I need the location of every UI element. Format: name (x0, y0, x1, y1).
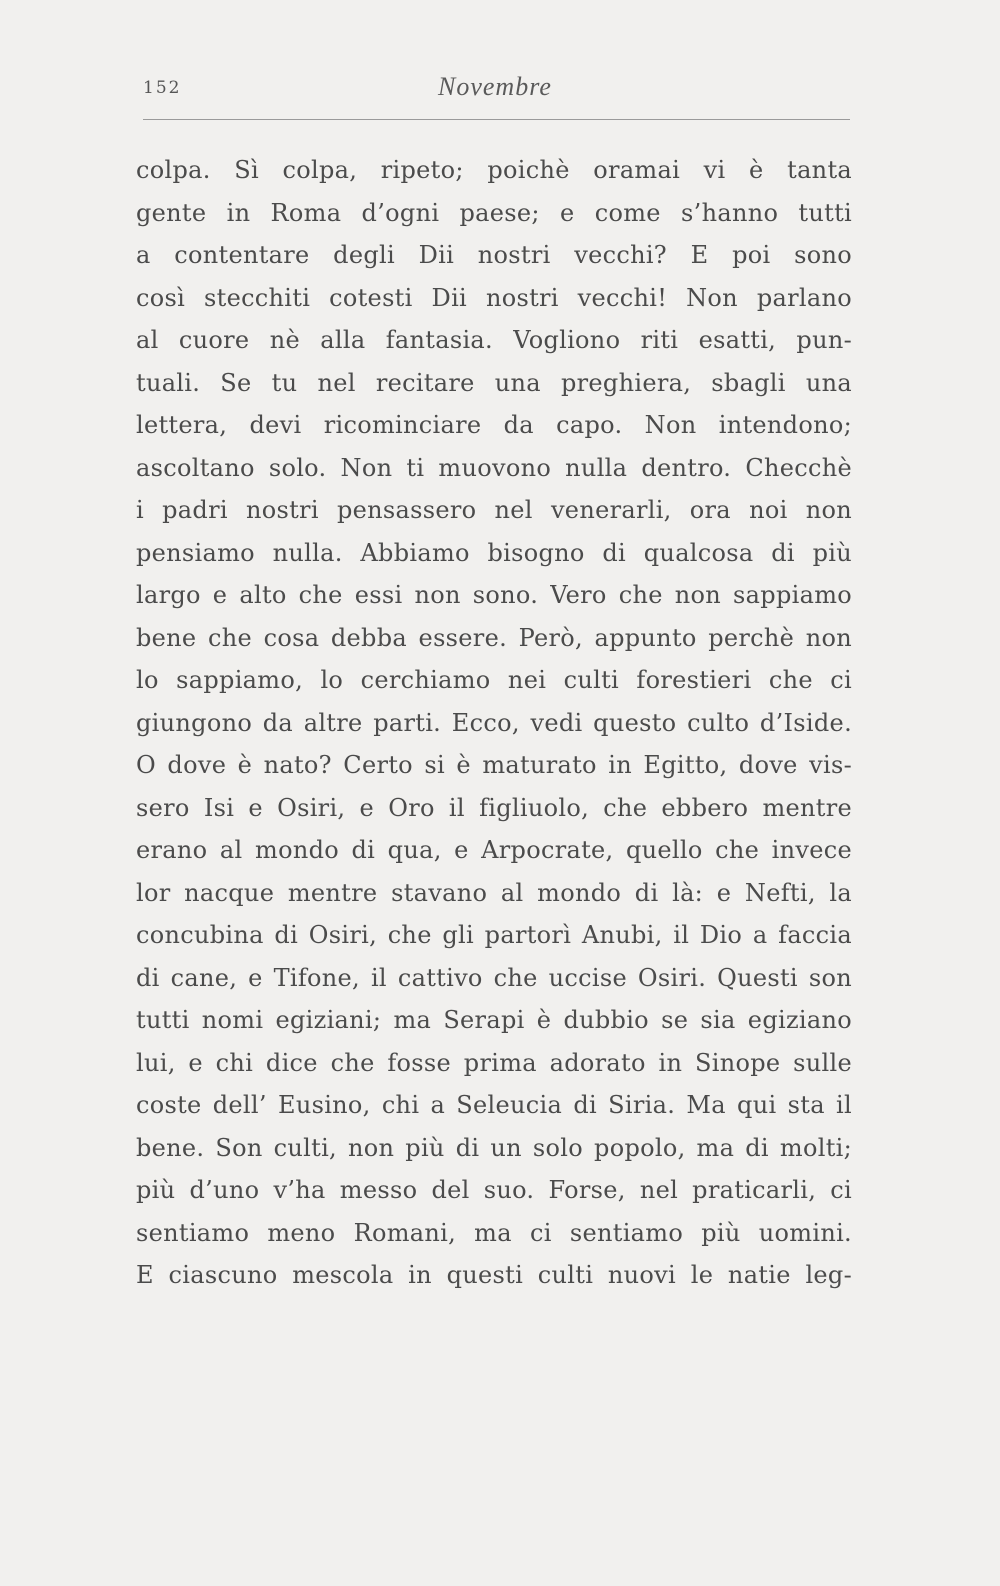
text-line: tutti nomi egiziani; ma Serapi è dubbio se sia egiziano (136, 1006, 852, 1034)
page-header (143, 72, 850, 112)
text-line: tuali. Se tu nel recitare una preghiera, sbagli una (136, 368, 852, 397)
text-line: lui, e chi dice che fosse prima adorato in Sinope sulle (136, 1048, 852, 1077)
text-line: lettera, devi ricominciare da capo. Non intendono; (136, 411, 852, 439)
text-line: al cuore nè alla fantasia. Vogliono riti esatti, pun- (136, 326, 852, 354)
text-line: lor nacque mentre stavano al mondo di là: e Nefti, la (136, 878, 852, 907)
text-line: O dove è nato? Certo si è maturato in Egitto, dove vis- (136, 751, 852, 779)
text-line: E ciascuno mescola in questi culti nuovi le natie leg- (136, 1261, 852, 1289)
text-line: più d’uno v’ha messo del suo. Forse, nel praticarli, ci (136, 1176, 852, 1204)
text-line: colpa. Sì colpa, ripeto; poichè oramai vi è tanta (136, 156, 852, 184)
text-line: pensiamo nulla. Abbiamo bisogno di qualcosa di più (136, 538, 852, 567)
text-line: sero Isi e Osiri, e Oro il figliuolo, che ebbero mentre (136, 793, 852, 822)
text-line: giungono da altre parti. Ecco, vedi questo culto d’Iside. (136, 708, 852, 737)
text-line: coste dell’ Eusino, chi a Seleucia di Siria. Ma qui sta il (136, 1091, 852, 1119)
text-line: di cane, e Tifone, il cattivo che uccise Osiri. Questi son (136, 963, 852, 992)
text-line: a contentare degli Dii nostri vecchi? E poi sono (136, 241, 852, 269)
text-line: erano al mondo di qua, e Arpocrate, quello che invece (136, 836, 852, 864)
header-rule (143, 119, 850, 120)
running-title: Novembre (438, 72, 552, 101)
text-line: concubina di Osiri, che gli partorì Anubi, il Dio a faccia (136, 921, 852, 949)
body-text (136, 149, 852, 1297)
text-line: bene che cosa debba essere. Però, appunto perchè non (136, 623, 852, 652)
text-line: lo sappiamo, lo cerchiamo nei culti forestieri che ci (136, 666, 852, 694)
page-number: 152 (143, 78, 182, 98)
text-line: bene. Son culti, non più di un solo popolo, ma di molti; (136, 1133, 852, 1162)
text-line: sentiamo meno Romani, ma ci sentiamo più uomini. (136, 1218, 852, 1247)
text-line: così stecchiti cotesti Dii nostri vecchi! Non parlano (136, 283, 852, 312)
text-line: gente in Roma d’ogni paese; e come s’hanno tutti (136, 198, 852, 227)
text-line: i padri nostri pensassero nel venerarli, ora noi non (136, 496, 852, 524)
text-line: ascoltano solo. Non ti muovono nulla dentro. Checchè (136, 453, 852, 482)
text-line: largo e alto che essi non sono. Vero che non sappiamo (136, 581, 852, 609)
